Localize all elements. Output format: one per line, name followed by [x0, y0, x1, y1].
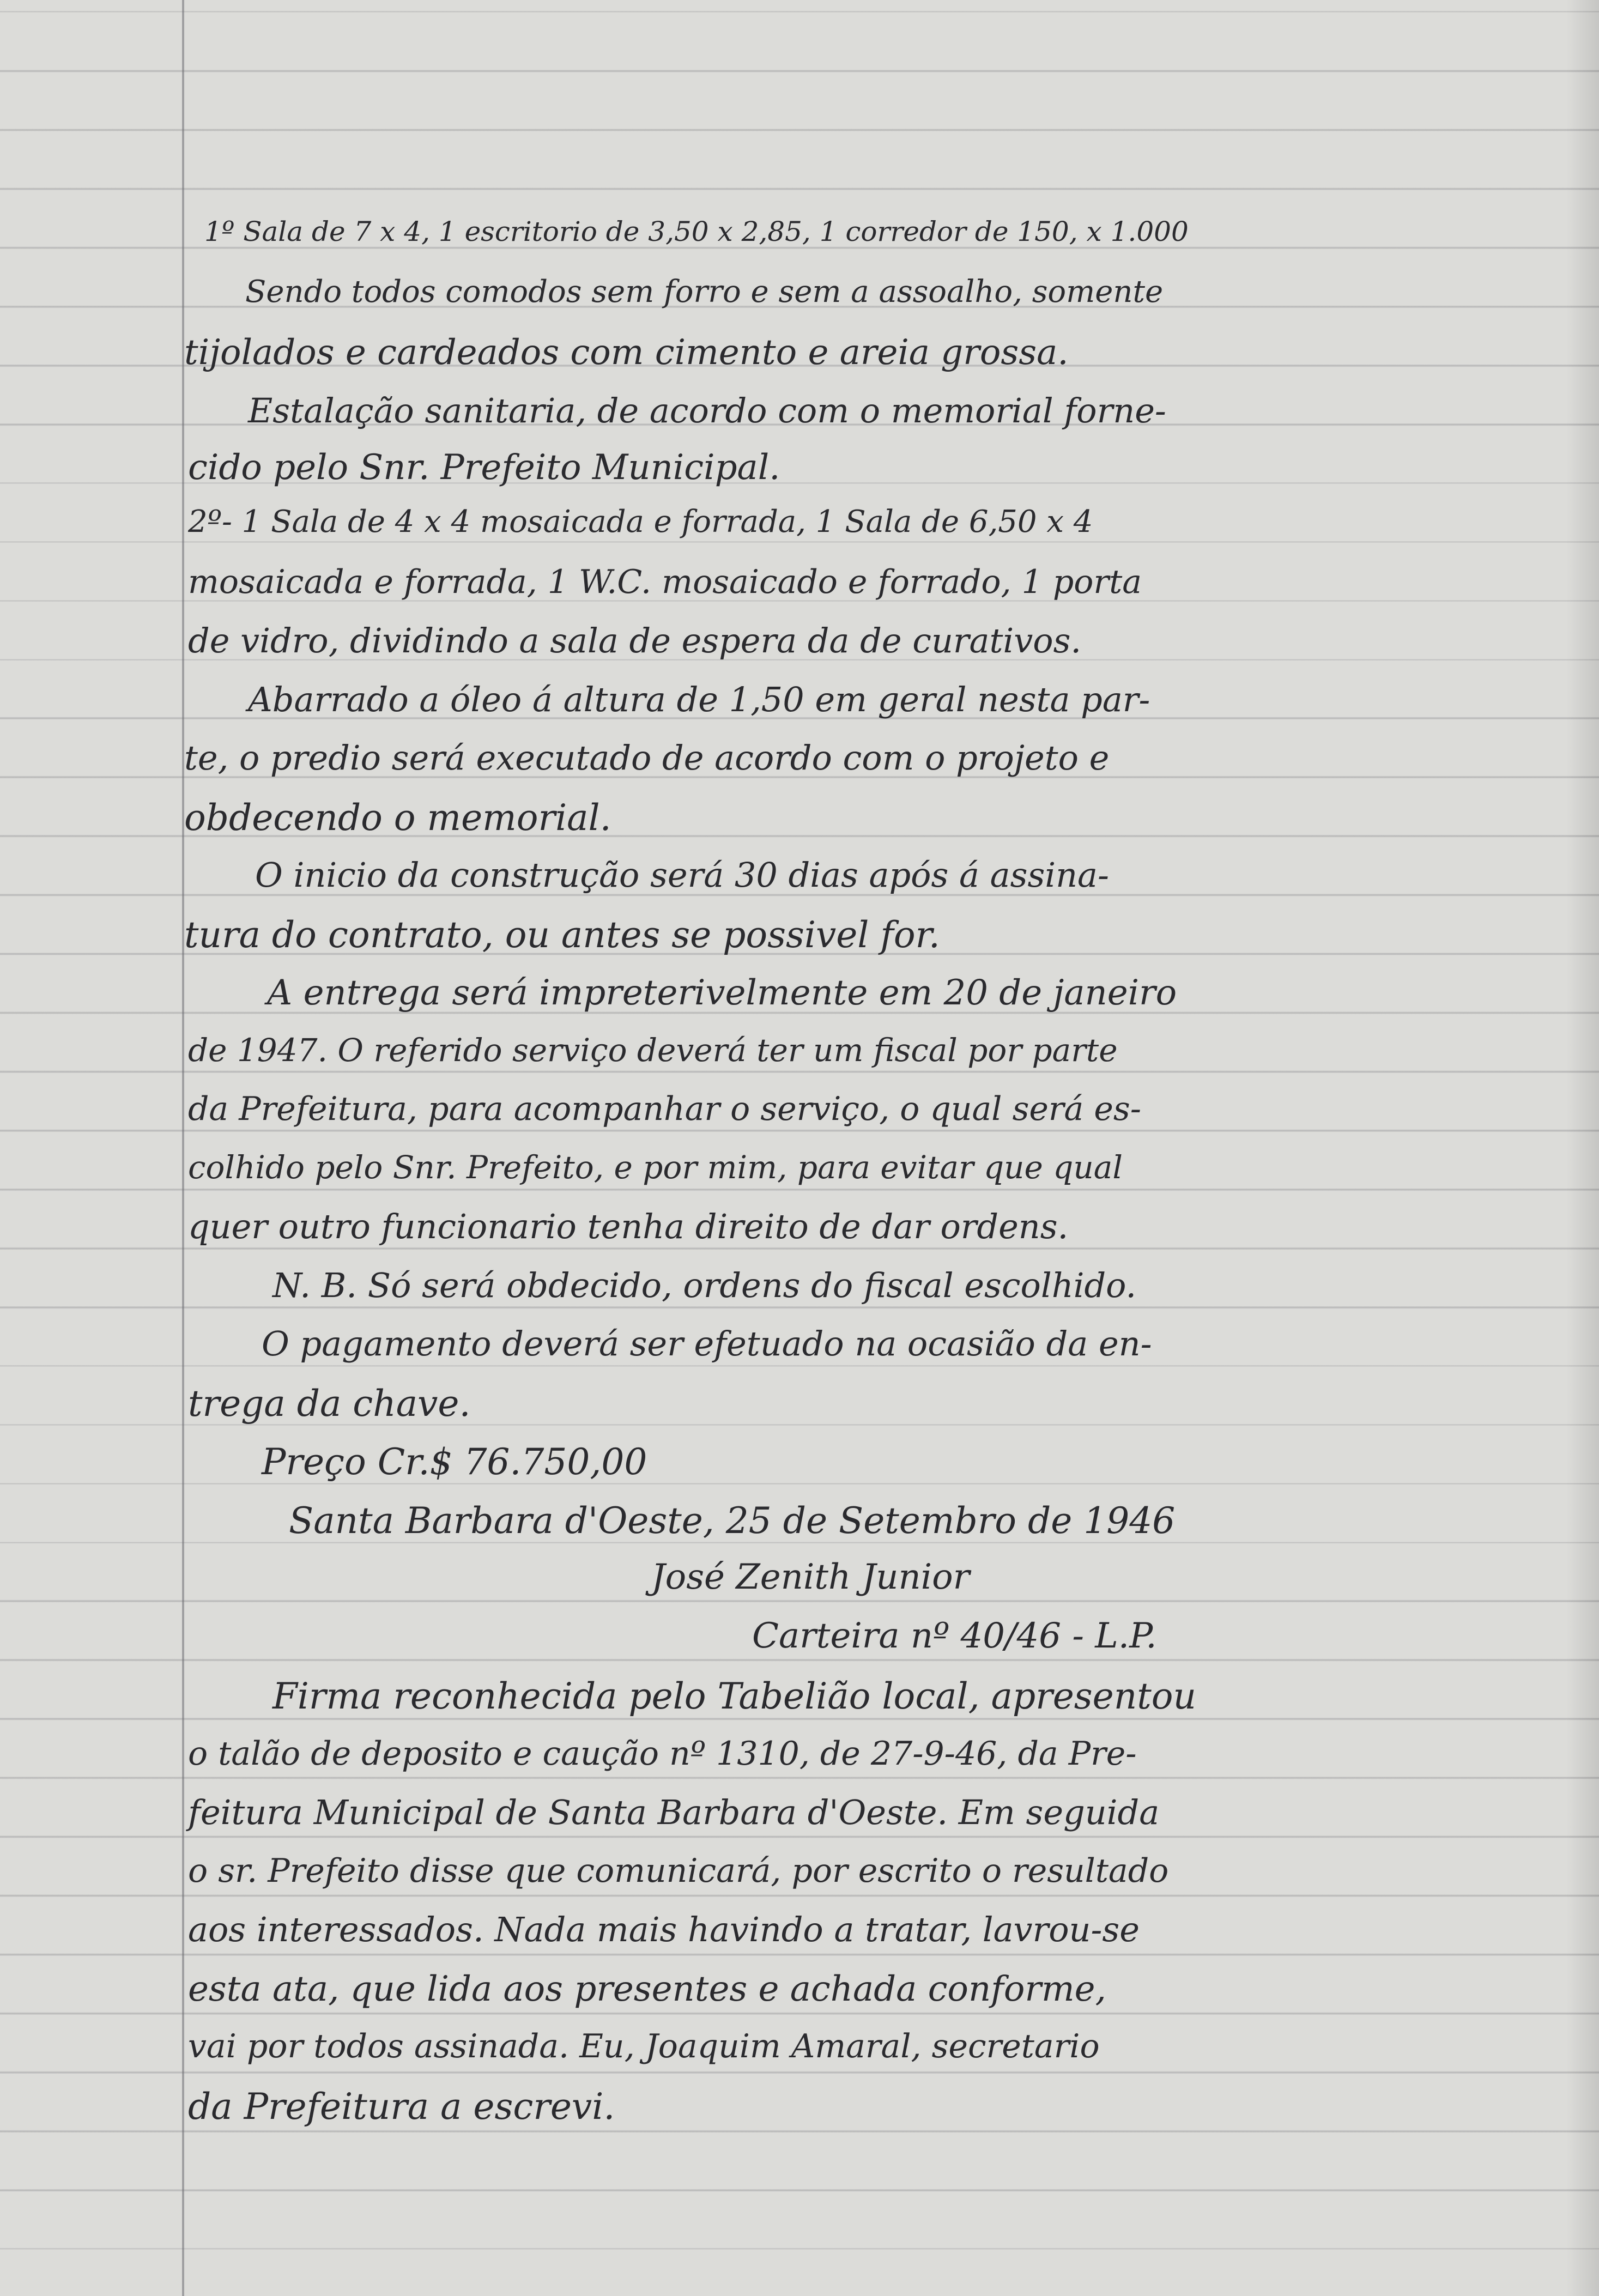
text-line: colhido pelo Snr. Prefeito, e por mim, para evitar que qual	[188, 1149, 1123, 1186]
text-line: aos interessados. Nada mais havindo a tratar, lavrou-se	[188, 1910, 1140, 1949]
text-line: A entrega será impreterivelmente em 20 de janeiro	[267, 973, 1177, 1013]
text-line: 2º- 1 Sala de 4 x 4 mosaicada e forrada, 1 Sala de 6,50 x 4	[188, 504, 1093, 540]
text-line: de 1947. O referido serviço deverá ter um fiscal por parte	[188, 1032, 1118, 1069]
text-line: quer outro funcionario tenha direito de dar ordens.	[188, 1207, 1069, 1246]
text-line: O pagamento deverá ser efetuado na ocasião da en-	[262, 1324, 1152, 1364]
signature-id: Carteira nº 40/46 - L.P.	[752, 1616, 1157, 1656]
text-line: trega da chave.	[188, 1383, 471, 1425]
signature-name: José Zenith Junior	[651, 1557, 970, 1597]
text-line: Firma reconhecida pelo Tabelião local, apresentou	[272, 1675, 1196, 1717]
text-line: O inicio da construção será 30 dias após á assina-	[255, 855, 1109, 895]
text-line: o talão de deposito e caução nº 1310, de 27-9-46, da Pre-	[188, 1735, 1137, 1773]
price-line: Preço Cr.$ 76.750,00	[262, 1441, 647, 1483]
text-line: Abarrado a óleo á altura de 1,50 em geral nesta par-	[248, 680, 1150, 719]
text-line: vai por todos assinada. Eu, Joaquim Amaral, secretario	[188, 2027, 1100, 2065]
text-line: te, o predio será executado de acordo com o projeto e	[184, 738, 1110, 778]
text-line: esta ata, que lida aos presentes e achada conforme,	[188, 1969, 1106, 2009]
text-line: obdecendo o memorial.	[184, 797, 611, 839]
text-line: da Prefeitura a escrevi.	[188, 2086, 615, 2128]
page-edge-shadow	[1566, 0, 1599, 2296]
text-line: N. B. Só será obdecido, ordens do fiscal escolhido.	[272, 1265, 1137, 1305]
text-line: tijolados e cardeados com cimento e areia grossa.	[184, 332, 1069, 373]
text-line: Estalação sanitaria, de acordo com o memorial forne-	[248, 391, 1166, 431]
text-line: de vidro, dividindo a sala de espera da de curativos.	[188, 621, 1082, 661]
text-line: Sendo todos comodos sem forro e sem a assoalho, somente	[245, 274, 1164, 310]
text-line: tura do contrato, ou antes se possivel for.	[184, 914, 940, 956]
text-line: mosaicada e forrada, 1 W.C. mosaicado e forrado, 1 porta	[188, 563, 1142, 601]
text-line: da Prefeitura, para acompanhar o serviço, o qual será es-	[188, 1090, 1141, 1128]
text-line: cido pelo Snr. Prefeito Municipal.	[188, 447, 780, 488]
text-line: feitura Municipal de Santa Barbara d'Oeste. Em seguida	[188, 1792, 1160, 1832]
text-line: o sr. Prefeito disse que comunicará, por escrito o resultado	[188, 1852, 1169, 1890]
text-line: 1º Sala de 7 x 4, 1 escritorio de 3,50 x 2,85, 1 corredor de 150, x 1.000	[204, 216, 1189, 247]
place-date-line: Santa Barbara d'Oeste, 25 de Setembro de 1946	[289, 1500, 1176, 1542]
